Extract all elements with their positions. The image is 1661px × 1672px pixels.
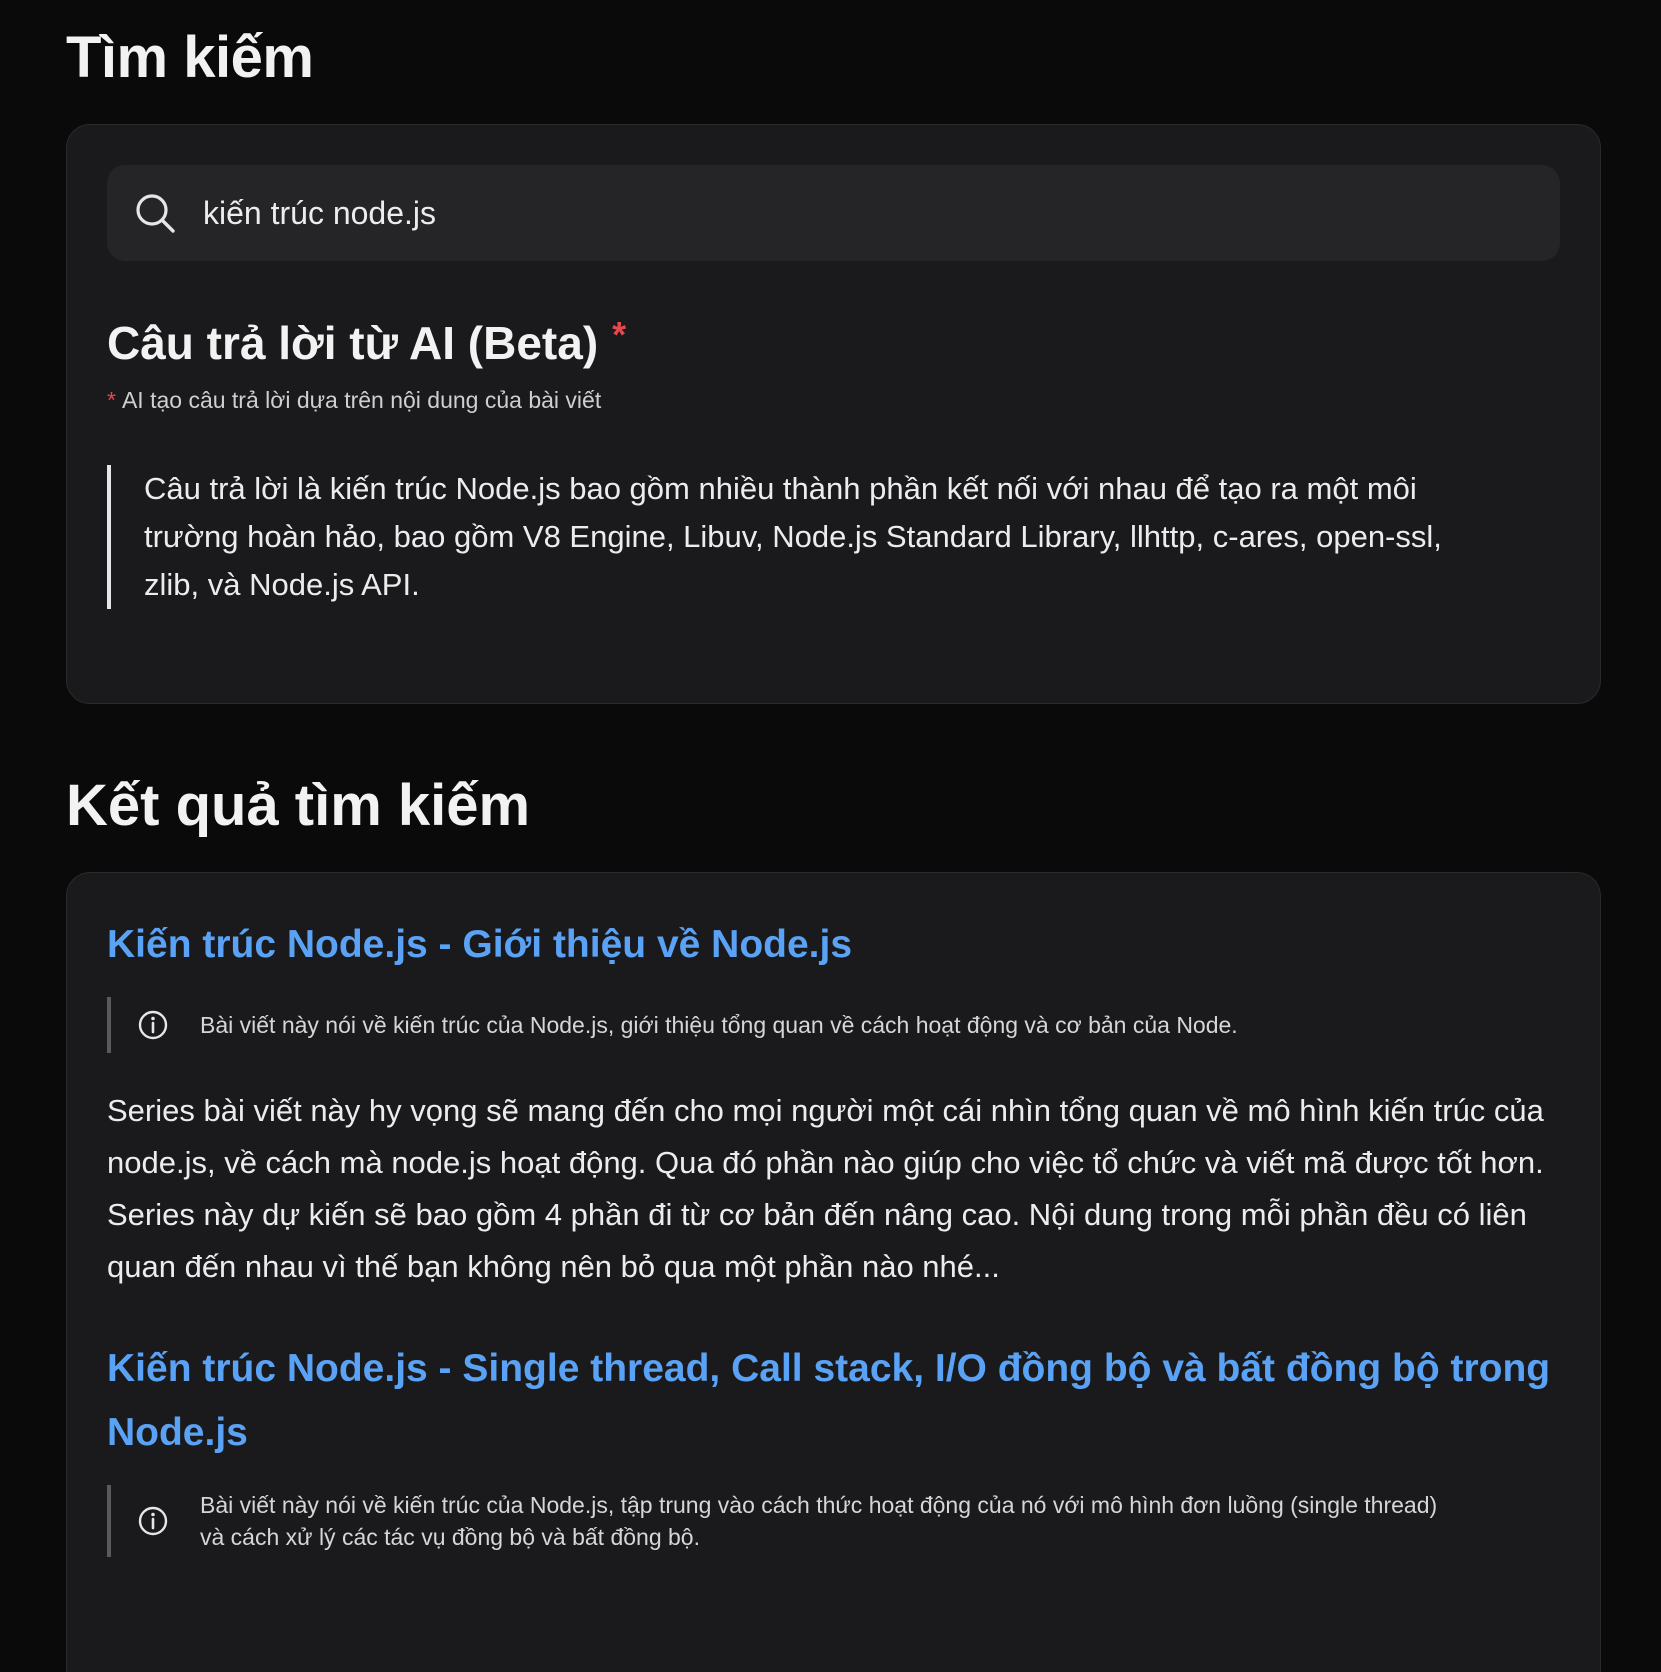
result-summary-text: Bài viết này nói về kiến trúc của Node.js, giới thiệu tổng quan về cách hoạt động và cơ bản của Node. [200,1012,1238,1038]
result-excerpt: Series bài viết này hy vọng sẽ mang đến cho mọi người một cái nhìn tổng quan về mô hình kiến trúc của node.js, về cách mà node.js hoạt động. Qua đó phần nào giúp cho việc tổ chức và viết mã được tốt hơn. Series này dự kiến sẽ bao gồm 4 phần đi từ cơ bản đến nâng cao. Nội dung trong mỗi phần đều có liên quan đến nhau vì thế bạn không nên bỏ qua một phần nào nhé... [107,1093,1544,1284]
result-title-link[interactable]: Kiến trúc Node.js - Single thread, Call stack, I/O đồng bộ và bất đồng bộ trong Node.js [107,1347,1551,1454]
results-title: Kết quả tìm kiếm [66,773,531,838]
result-summary-text: Bài viết này nói về kiến trúc của Node.js, tập trung vào cách thức hoạt động của nó với mô hình đơn luồng (single thread) và cách xử lý các tác vụ đồng bộ và bất đồng bộ. [200,1492,1438,1550]
ai-answer-note-text: AI tạo câu trả lời dựa trên nội dung của bài viết [121,387,602,413]
result-item [107,913,1560,1293]
ai-answer-title: Câu trả lời từ AI (Beta) [107,317,599,369]
ai-answer-header [107,314,1560,369]
search-page [66,0,1601,1672]
info-icon [137,1505,169,1537]
result-item [107,1337,1560,1557]
search-input[interactable] [201,182,1405,244]
search-box[interactable] [107,165,1560,261]
ai-answer-note [107,385,1560,415]
result-summary [107,997,1560,1053]
page-title: Tìm kiếm [66,25,314,90]
results-panel [66,872,1601,1672]
result-title-link[interactable]: Kiến trúc Node.js - Giới thiệu về Node.js [107,923,853,966]
info-icon [137,1009,169,1041]
ai-beta-asterisk: * [612,314,627,355]
ai-answer-text: Câu trả lời là kiến trúc Node.js bao gồm nhiều thành phần kết nối với nhau để tạo ra một môi trường hoàn hảo, bao gồm V8 Engine, Libuv, Node.js Standard Library, llhttp, c-ares, open-ssl, zlib, và Node.js API. [107,465,1504,609]
search-icon [133,191,177,235]
result-summary [107,1485,1560,1557]
note-asterisk: * [107,387,116,413]
search-panel [66,124,1601,704]
